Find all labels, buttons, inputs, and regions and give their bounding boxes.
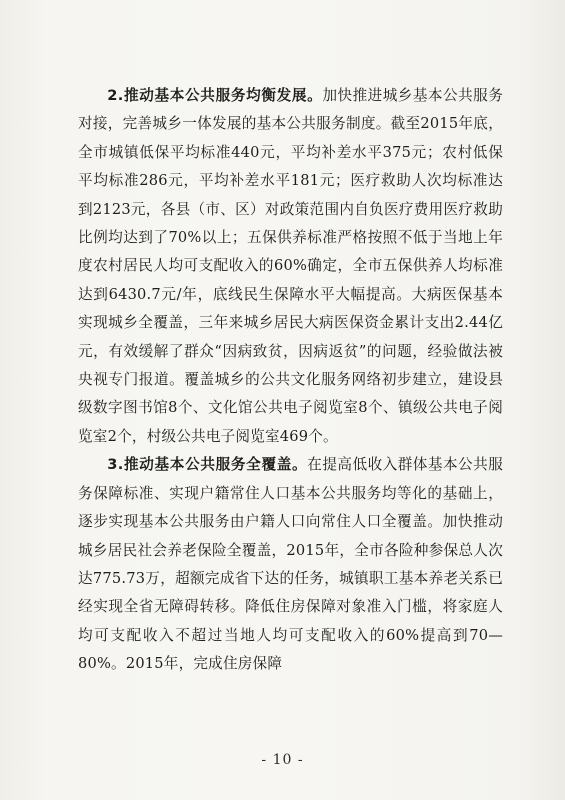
section-paragraph — [78, 451, 503, 678]
section-paragraph — [78, 82, 503, 451]
section-heading: 2.推动基本公共服务均衡发展。 — [107, 87, 323, 104]
section-body-text: 在提高低收入群体基本公共服务保障标准、实现户籍常住人口基本公共服务均等化的基础上，逐步实现基本公共服务由户籍人口向常住人口全覆盖。加快推动城乡居民社会养老保险全覆盖，2015年，全市各险种参保总人次达775.73万，超额完成省下达的任务，城镇职工基本养老关系已经实现全省无障碍转移。降低住房保障对象准入门槛，将家庭人均可支配收入不超过当地人均可支配收入的60%提高到70—80%。2015年，完成住房保障 — [78, 456, 503, 673]
section-body-text: 加快推进城乡基本公共服务对接，完善城乡一体发展的基本公共服务制度。截至2015年底，全市城镇低保平均标准440元，平均补差水平375元；农村低保平均标准286元，平均补差水平181元；医疗救助人次均标准达到2123元，各县（市、区）对政策范围内自负医疗费用医疗救助比例均达到了70%以上；五保供养标准严格按照不低于当地上年度农村居民人均可支配收入的60%确定，全市五保供养人均标准达到6430.7元/年，底线民生保障水平大幅提高。大病医保基本实现城乡全覆盖，三年来城乡居民大病医保资金累计支出2.44亿元，有效缓解了群众“因病致贫，因病返贫”的问题，经验做法被央视专门报道。覆盖城乡的公共文化服务网络初步建立，建设县级数字图书馆8个、文化馆公共电子阅览室8个、镇级公共电子阅览室2个，村级公共电子阅览室469个。 — [78, 87, 503, 445]
page-footer — [0, 752, 565, 768]
page-number: - 10 - — [261, 752, 304, 768]
section-heading: 3.推动基本公共服务全覆盖。 — [107, 456, 308, 474]
document-body — [78, 82, 503, 679]
